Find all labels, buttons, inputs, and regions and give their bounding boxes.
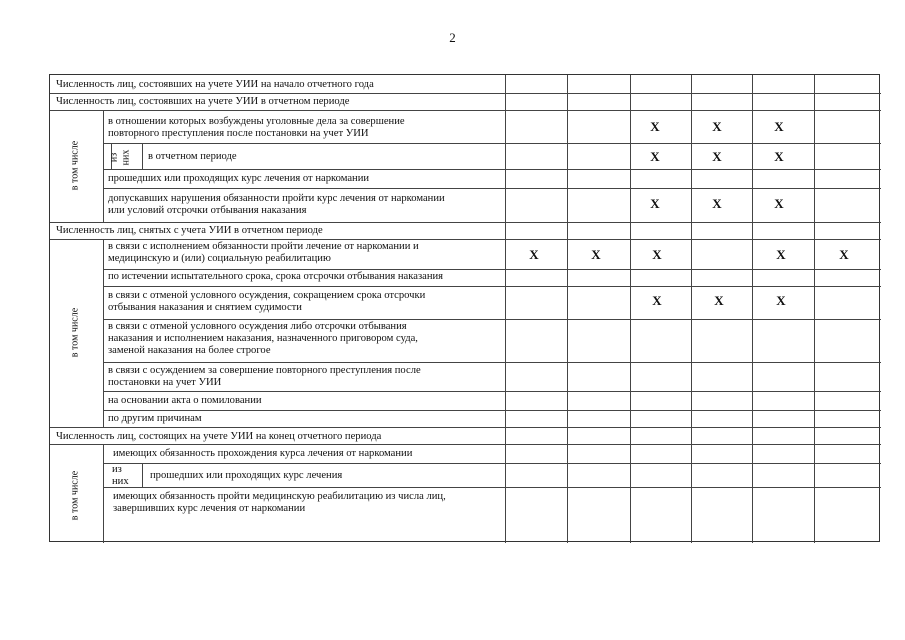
in-total-label: в том числе	[69, 140, 81, 191]
col-divider	[814, 75, 815, 543]
row-divider	[50, 110, 881, 111]
x-mark: X	[650, 149, 660, 164]
x-mark: X	[839, 247, 849, 262]
row-divider	[50, 222, 881, 223]
nih-label: них	[120, 149, 132, 166]
row-divider	[103, 169, 881, 170]
row-label: в связи с исполнением обязанности пройти лечение от наркомании и	[108, 241, 419, 252]
row-divider	[103, 410, 881, 411]
row-label: Численность лиц, состоявших на учете УИИ в отчетном периоде	[56, 96, 350, 107]
row-label: допускавших нарушения обязанности пройти курс лечения от наркомании	[108, 193, 445, 204]
row-label: повторного преступления после постановки на учет УИИ	[108, 128, 369, 139]
x-mark: X	[650, 196, 660, 211]
row-divider	[103, 269, 881, 270]
x-mark: X	[529, 247, 539, 262]
col-divider	[103, 239, 104, 427]
page-number: 2	[449, 30, 456, 45]
row-label: Численность лиц, состоявших на учете УИИ на начало отчетного года	[56, 79, 374, 90]
row-label: в связи с осуждением за совершение повторного преступления после	[108, 365, 421, 376]
x-mark: X	[650, 119, 660, 134]
col-divider	[142, 463, 143, 487]
col-divider	[103, 444, 104, 543]
row-divider	[103, 463, 881, 464]
row-label: в связи с отменой условного осуждения, сокращением срока отсрочки	[108, 290, 426, 301]
row-label: в связи с отменой условного осуждения либо отсрочки отбывания	[108, 321, 407, 332]
x-mark: X	[712, 119, 722, 134]
row-divider	[103, 319, 881, 320]
x-mark: X	[776, 293, 786, 308]
row-label: заменой наказания на более строгое	[108, 345, 271, 356]
col-divider	[752, 75, 753, 543]
row-divider	[50, 427, 881, 428]
row-divider	[103, 286, 881, 287]
col-divider	[142, 143, 143, 169]
row-label: отбывания наказания и снятием судимости	[108, 302, 302, 313]
iz-label: из	[112, 464, 122, 475]
x-mark: X	[774, 119, 784, 134]
row-divider	[50, 93, 881, 94]
row-label: на основании акта о помиловании	[108, 395, 262, 406]
row-divider	[103, 391, 881, 392]
row-divider	[103, 487, 881, 488]
row-label: по истечении испытательного срока, срока отсрочки отбывания наказания	[108, 271, 444, 282]
row-label: Численность лиц, состоящих на учете УИИ на конец отчетного периода	[56, 431, 382, 442]
row-label: по другим причинам	[108, 413, 202, 424]
iz-label: из	[108, 152, 120, 163]
row-label: завершивших курс лечения от наркомании	[113, 503, 306, 514]
row-label: Численность лиц, снятых с учета УИИ в отчетном периоде	[56, 225, 323, 236]
in-total-label: в том числе	[69, 307, 81, 358]
x-mark: X	[712, 196, 722, 211]
col-divider	[505, 75, 506, 543]
x-mark: X	[776, 247, 786, 262]
row-label: прошедших или проходящих курс лечения	[150, 470, 343, 481]
row-divider	[103, 143, 881, 144]
col-divider	[567, 75, 568, 543]
report-table	[49, 74, 880, 542]
row-label: медицинскую и (или) социальную реабилитацию	[108, 253, 331, 264]
col-divider	[691, 75, 692, 543]
x-mark: X	[774, 149, 784, 164]
x-mark: X	[712, 149, 722, 164]
col-divider	[103, 110, 104, 222]
row-label: в отношении которых возбуждены уголовные дела за совершение	[108, 116, 405, 127]
row-divider	[103, 188, 881, 189]
row-label: прошедших или проходящих курс лечения от наркомании	[108, 173, 370, 184]
row-divider	[50, 444, 881, 445]
row-label: имеющих обязанность пройти медицинскую реабилитацию из числа лиц,	[113, 491, 446, 502]
x-mark: X	[652, 293, 662, 308]
row-label: имеющих обязанность прохождения курса лечения от наркомании	[113, 448, 413, 459]
row-divider	[103, 362, 881, 363]
row-label: в отчетном периоде	[148, 151, 237, 162]
row-label: наказания и исполнением наказания, назначенного приговором суда,	[108, 333, 418, 344]
col-divider	[630, 75, 631, 543]
x-mark: X	[652, 247, 662, 262]
nih-label: них	[112, 476, 129, 487]
x-mark: X	[774, 196, 784, 211]
x-mark: X	[591, 247, 601, 262]
row-divider	[50, 239, 881, 240]
row-label: постановки на учет УИИ	[108, 377, 222, 388]
row-label: или условий отсрочки отбывания наказания	[108, 205, 307, 216]
x-mark: X	[714, 293, 724, 308]
in-total-label: в том числе	[69, 470, 81, 521]
